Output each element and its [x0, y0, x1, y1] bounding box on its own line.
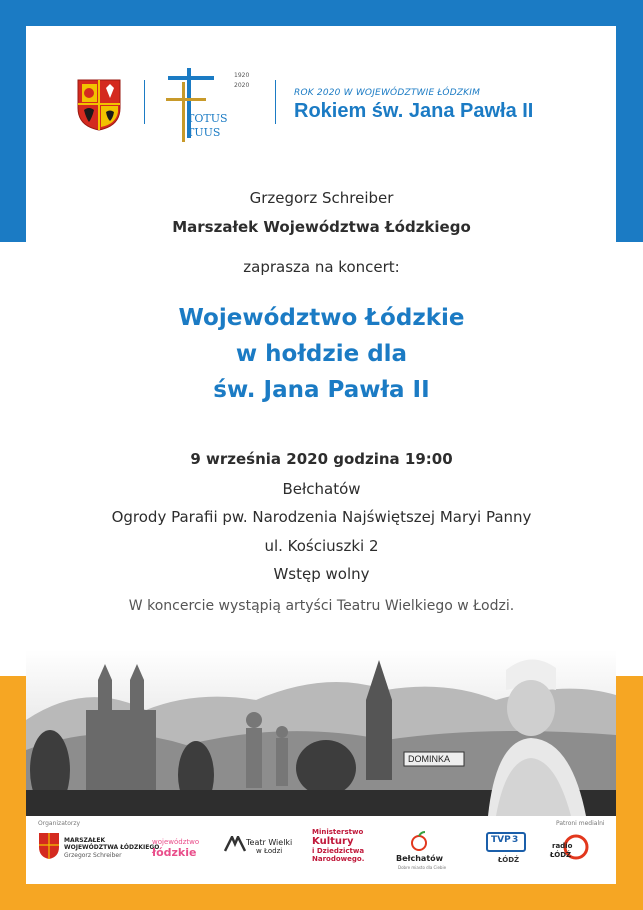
radio-logo-line-2: ŁÓDŹ: [550, 851, 572, 859]
organizers-label: Organizatorzy: [38, 820, 81, 827]
teatr-wielki-icon: [224, 836, 246, 852]
ministry-logo-line-1: Ministerstwo: [312, 828, 364, 836]
totus-word: TOTUS: [187, 112, 228, 125]
concert-date: 9 września 2020 godzina 19:00: [190, 450, 453, 468]
marshal-logo-line-1: MARSZAŁEK: [64, 837, 106, 844]
lodzkie-logo-line-1: województwo: [152, 838, 200, 846]
invitation-text: zaprasza na koncert:: [243, 258, 400, 276]
photo-banner-text: DOMINKA: [408, 754, 451, 764]
tvp-logo-number: 3: [512, 835, 519, 845]
teatr-logo-line-2: w Łodzi: [256, 847, 283, 855]
radio-logo-line-1: radio: [552, 842, 573, 850]
concert-entry: Wstęp wolny: [273, 565, 370, 583]
concert-street: ul. Kościuszki 2: [264, 537, 379, 555]
marshal-logo-line-2: WOJEWÓDZTWA ŁÓDZKIEGO: [64, 844, 160, 851]
concert-title-line-2: w hołdzie dla: [235, 341, 408, 367]
tuus-word: TUUS: [187, 126, 221, 139]
header-title: Rokiem św. Jana Pawła II: [294, 100, 534, 122]
teatr-logo-line-1: Teatr Wielki: [246, 838, 293, 847]
lodzkie-crest-icon: [76, 78, 122, 132]
concert-title: [0, 300, 643, 408]
header-divider: [144, 80, 145, 124]
concert-city: Bełchatów: [282, 480, 361, 498]
concert-title-line-3: św. Jana Pawła II: [213, 377, 430, 403]
year-start: 1920: [234, 72, 250, 79]
tvp-logo-city: ŁÓDŹ: [498, 856, 520, 864]
belchatow-logo-line-1: Bełchatów: [396, 854, 444, 863]
ministry-logo-line-3: i Dziedzictwa: [312, 847, 365, 855]
media-label: Patroni medialni: [556, 820, 605, 827]
tvp-logo-text: TVP: [491, 835, 511, 845]
ministry-logo-line-2: Kultury: [312, 836, 354, 847]
year-end: 2020: [234, 82, 250, 89]
inviter-position: Marszałek Województwa Łódzkiego: [172, 218, 471, 236]
belchatow-apple-icon: [408, 830, 430, 852]
concert-artists: W koncercie wystąpią artyści Teatru Wielkiego w Łodzi.: [128, 598, 515, 614]
header-subtitle: ROK 2020 W WOJEWÓDZTWIE ŁÓDZKIM: [294, 88, 481, 98]
belchatow-logo-line-2: Dobre miasto dla Ciebie: [398, 865, 447, 870]
marshal-crest-icon: [38, 832, 60, 860]
marshal-logo-line-3: Grzegorz Schreiber: [64, 852, 122, 859]
lodzkie-logo-line-2: łódzkie: [152, 846, 197, 859]
header-divider-2: [275, 80, 276, 124]
photo-collage: [26, 650, 616, 816]
concert-venue: Ogrody Parafii pw. Narodzenia Najświętszej Maryi Panny: [111, 508, 532, 526]
ministry-logo-line-4: Narodowego.: [312, 855, 365, 863]
inviter-name: Grzegorz Schreiber: [249, 189, 394, 207]
concert-title-line-1: Województwo Łódzkie: [178, 305, 465, 331]
